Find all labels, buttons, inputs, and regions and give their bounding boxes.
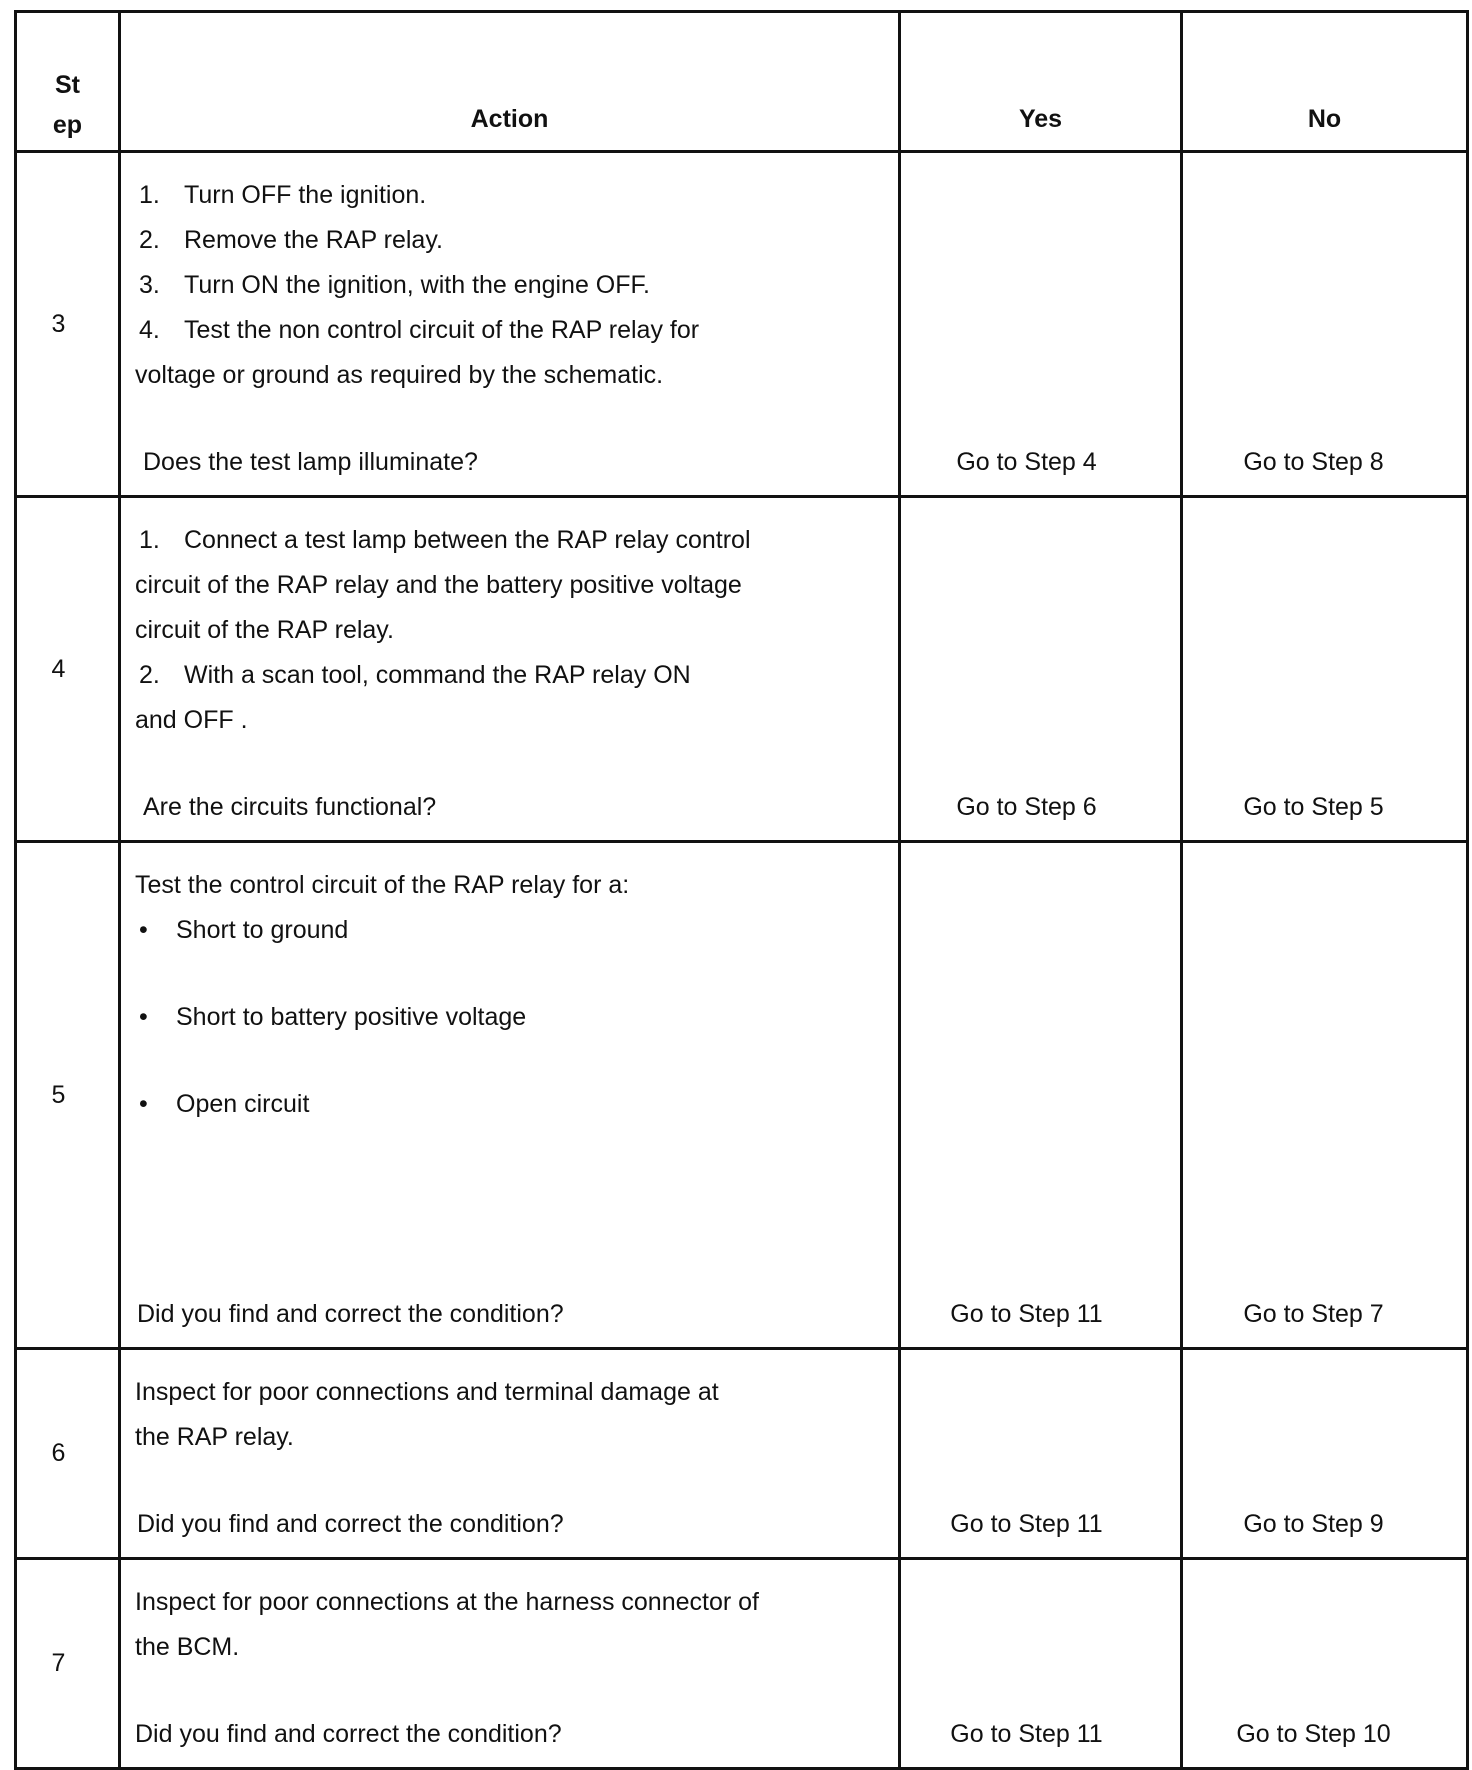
no-answer: Go to Step 5: [1182, 497, 1468, 842]
no-answer: Go to Step 8: [1182, 152, 1468, 497]
action-continuation: circuit of the RAP relay and the battery positive voltage: [135, 571, 742, 599]
action-item: 2. With a scan tool, command the RAP relay ON: [139, 661, 691, 689]
list-item: • Short to battery positive voltage: [139, 1003, 527, 1031]
table-row-step-4: [16, 497, 1468, 842]
action-continuation: voltage or ground as required by the schematic.: [135, 361, 664, 389]
action-item: 1. Turn OFF the ignition.: [139, 181, 427, 209]
header-yes: Yes: [900, 12, 1182, 152]
action-question: Did you find and correct the condition?: [135, 1720, 562, 1748]
action-text: the RAP relay.: [135, 1423, 294, 1451]
header-row: [16, 12, 1468, 152]
action-text: Inspect for poor connections and terminal damage at: [135, 1378, 719, 1406]
table-row-step-6: [16, 1349, 1468, 1559]
step-number: 5: [16, 842, 120, 1349]
action-cell: [120, 842, 900, 1349]
action-question: Does the test lamp illuminate?: [143, 448, 478, 476]
yes-answer: Go to Step 4: [900, 152, 1182, 497]
action-cell: [120, 1349, 900, 1559]
yes-answer: Go to Step 6: [900, 497, 1182, 842]
action-item: 2. Remove the RAP relay.: [139, 226, 443, 254]
action-question: Did you find and correct the condition?: [137, 1510, 564, 1538]
action-cell: [120, 152, 900, 497]
bullet-list: [135, 908, 878, 1238]
action-item: 3. Turn ON the ignition, with the engine OFF.: [139, 271, 650, 299]
table-row-step-3: [16, 152, 1468, 497]
step-number: 7: [16, 1559, 120, 1769]
action-question: Did you find and correct the condition?: [137, 1300, 564, 1328]
yes-answer: Go to Step 11: [900, 1559, 1182, 1769]
diagnostic-table: [14, 10, 1469, 1770]
action-continuation: and OFF .: [135, 706, 248, 734]
header-step-line1: St: [55, 71, 80, 99]
action-cell: [120, 1559, 900, 1769]
header-no: No: [1182, 12, 1468, 152]
yes-answer: Go to Step 11: [900, 842, 1182, 1349]
action-intro: Test the control circuit of the RAP relay for a:: [135, 871, 630, 899]
list-item: • Short to ground: [139, 916, 349, 944]
table-row-step-5: [16, 842, 1468, 1349]
action-text: Inspect for poor connections at the harness connector of: [135, 1588, 759, 1616]
action-cell: [120, 497, 900, 842]
list-item: • Open circuit: [139, 1090, 310, 1118]
action-question: Are the circuits functional?: [143, 793, 437, 821]
step-number: 6: [16, 1349, 120, 1559]
table-row-step-7: [16, 1559, 1468, 1769]
action-item: 1. Connect a test lamp between the RAP relay control: [139, 526, 751, 554]
no-answer: Go to Step 7: [1182, 842, 1468, 1349]
step-number: 3: [16, 152, 120, 497]
action-item: 4. Test the non control circuit of the RAP relay for: [139, 316, 700, 344]
header-step: [16, 12, 120, 152]
header-action: Action: [120, 12, 900, 152]
action-text: the BCM.: [135, 1633, 240, 1661]
header-step-line2: ep: [52, 111, 83, 139]
action-continuation: circuit of the RAP relay.: [135, 616, 394, 644]
no-answer: Go to Step 9: [1182, 1349, 1468, 1559]
no-answer: Go to Step 10: [1182, 1559, 1468, 1769]
step-number: 4: [16, 497, 120, 842]
yes-answer: Go to Step 11: [900, 1349, 1182, 1559]
